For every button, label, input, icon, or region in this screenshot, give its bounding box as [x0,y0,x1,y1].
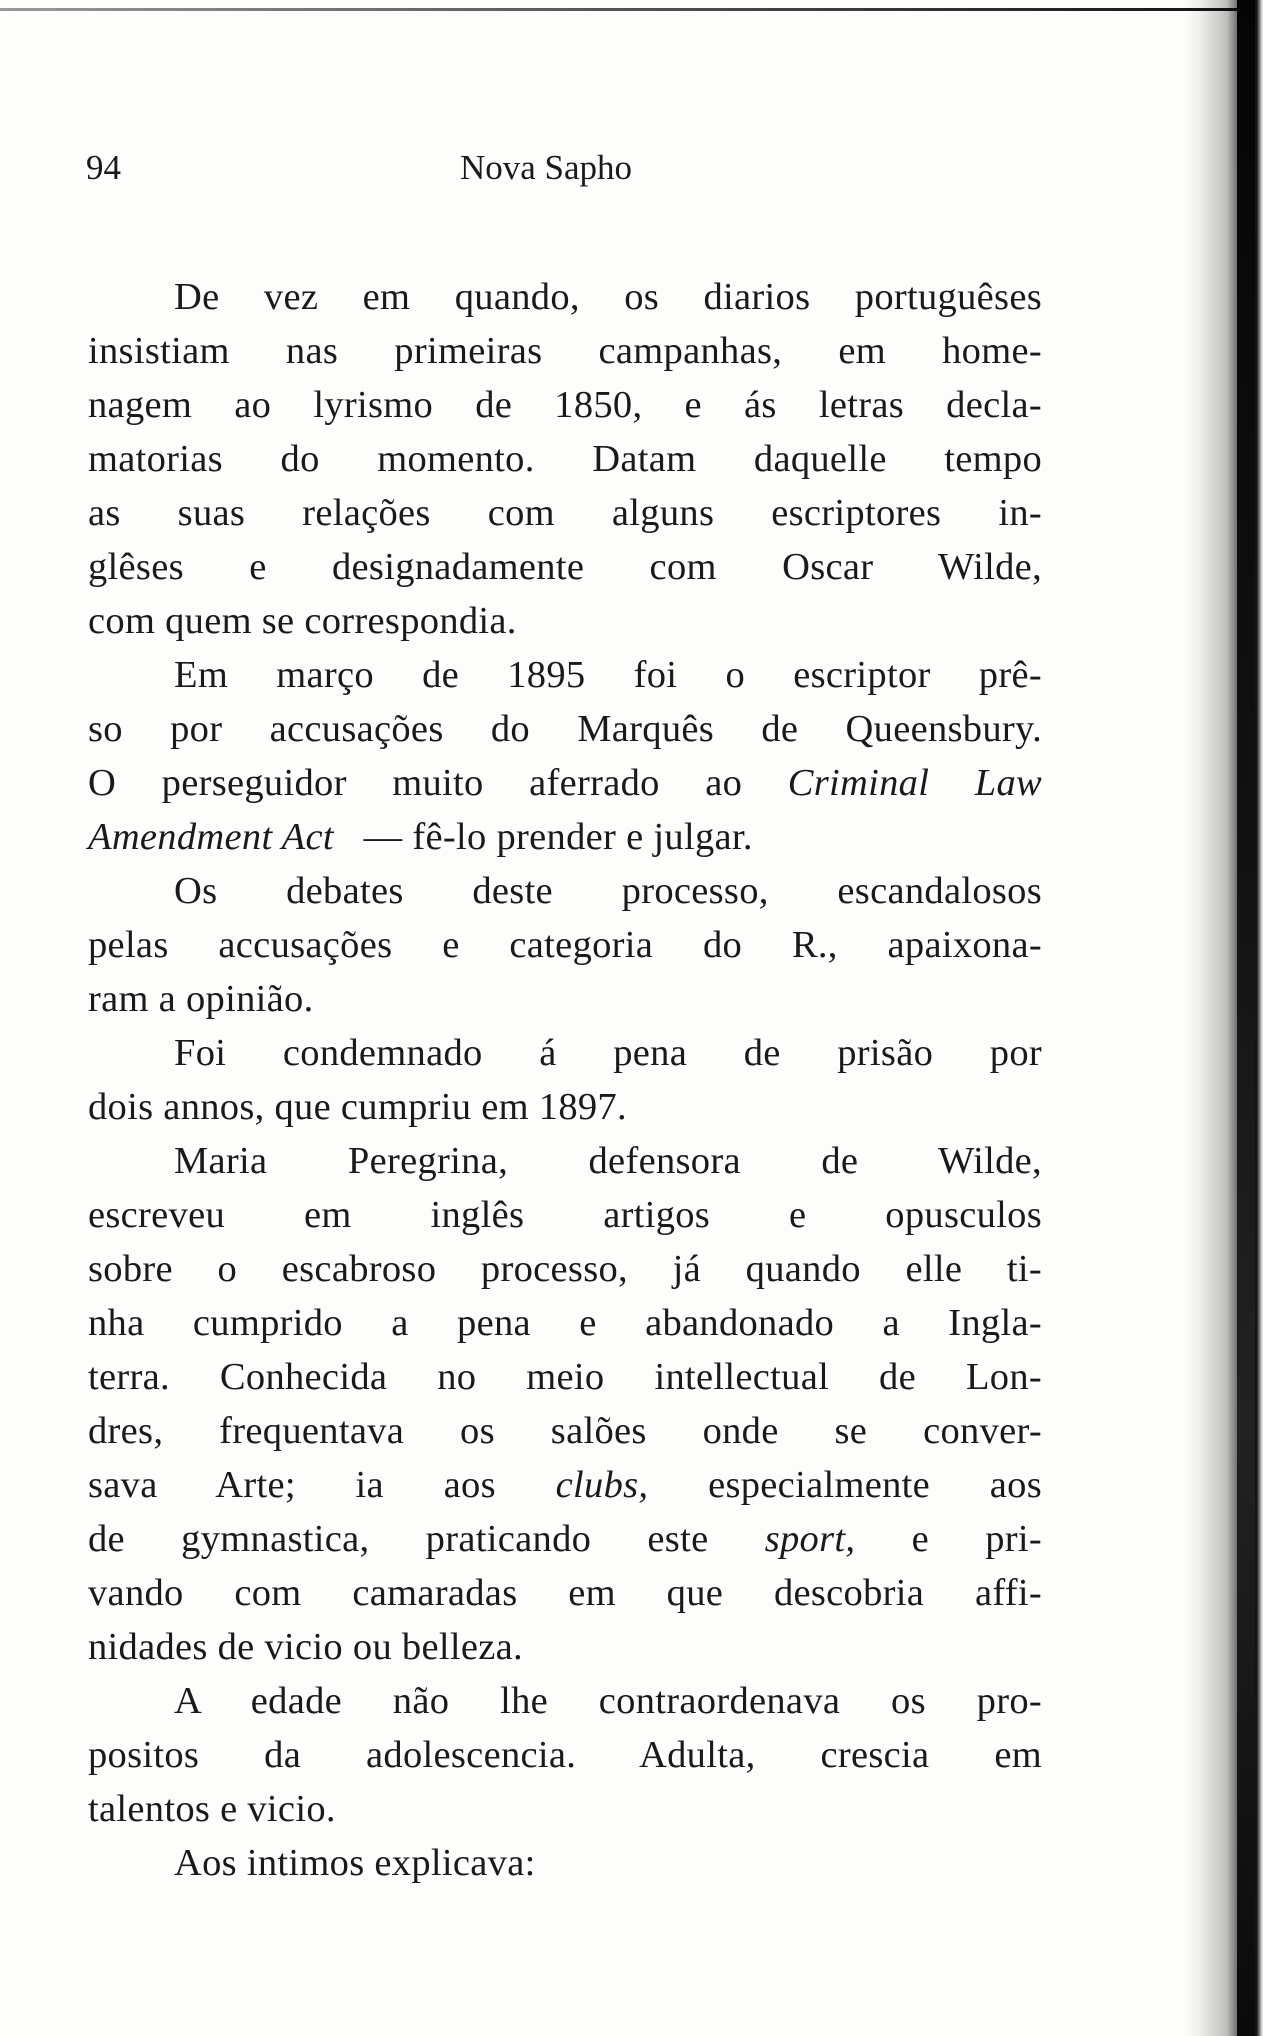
page-header [86,148,1046,198]
text-line: Aos intimos explicava: [174,1842,536,1884]
italic-word: sport, [764,1518,856,1560]
text-line: nidades de vicio ou belleza. [88,1626,523,1668]
text-line: so por accusações do Marquês de Queensbury. [88,708,1042,750]
text-line: Em março de 1895 foi o escriptor prê- [174,654,1042,696]
text-line: com quem se correspondia. [88,600,517,642]
italic-title: Amendment Act [88,816,334,858]
line-segment: de gymnastica, praticando este [88,1518,709,1560]
line-segment: especialmente aos [708,1464,1042,1506]
text-line: Os debates deste processo, escandalosos [174,870,1042,912]
italic-word: clubs, [555,1464,649,1506]
text-line: talentos e vicio. [88,1788,336,1830]
body-text [88,270,1042,1890]
line-segment: e pri- [911,1518,1042,1560]
text-line: as suas relações com alguns escriptores in- [88,492,1042,534]
text-line [88,810,1042,864]
text-line: escreveu em inglês artigos e opusculos [88,1194,1042,1236]
text-line: nha cumprido a pena e abandonado a Ingla- [88,1302,1042,1344]
text-line: pelas accusações e categoria do R., apaixona- [88,924,1042,966]
text-line: glêses e designadamente com Oscar Wilde, [88,546,1042,588]
text-line: nagem ao lyrismo de 1850, e ás letras decla- [88,384,1042,426]
line-segment: sava Arte; ia aos [88,1464,496,1506]
page-top-edge [0,8,1263,11]
text-line: sobre o escabroso processo, já quando elle ti- [88,1248,1042,1290]
text-line: positos da adolescencia. Adulta, crescia em [88,1734,1042,1776]
text-line [88,1458,1042,1512]
text-line: dois annos, que cumpriu em 1897. [88,1086,627,1128]
text-line: ram a opinião. [88,978,314,1020]
text-line: Maria Peregrina, defensora de Wilde, [174,1140,1042,1182]
text-line [88,1512,1042,1566]
text-line: dres, frequentava os salões onde se conver- [88,1410,1042,1452]
line-segment: — fê-lo prender e julgar. [363,816,753,858]
italic-title: Criminal Law [787,762,1042,804]
text-line: insistiam nas primeiras campanhas, em home- [88,330,1042,372]
text-line: matorias do momento. Datam daquelle tempo [88,438,1042,480]
text-line: terra. Conhecida no meio intellectual de Lon- [88,1356,1042,1398]
line-segment: O perseguidor muito aferrado ao [88,762,743,804]
book-spine [1237,0,1255,2036]
text-line: A edade não lhe contraordenava os pro- [174,1680,1042,1722]
text-line: De vez em quando, os diarios portuguêses [174,276,1042,318]
text-line [88,756,1042,810]
text-line: vando com camaradas em que descobria affi- [88,1572,1042,1614]
text-line: Foi condemnado á pena de prisão por [174,1032,1042,1074]
page-number: 94 [86,148,121,187]
running-title: Nova Sapho [460,148,633,187]
